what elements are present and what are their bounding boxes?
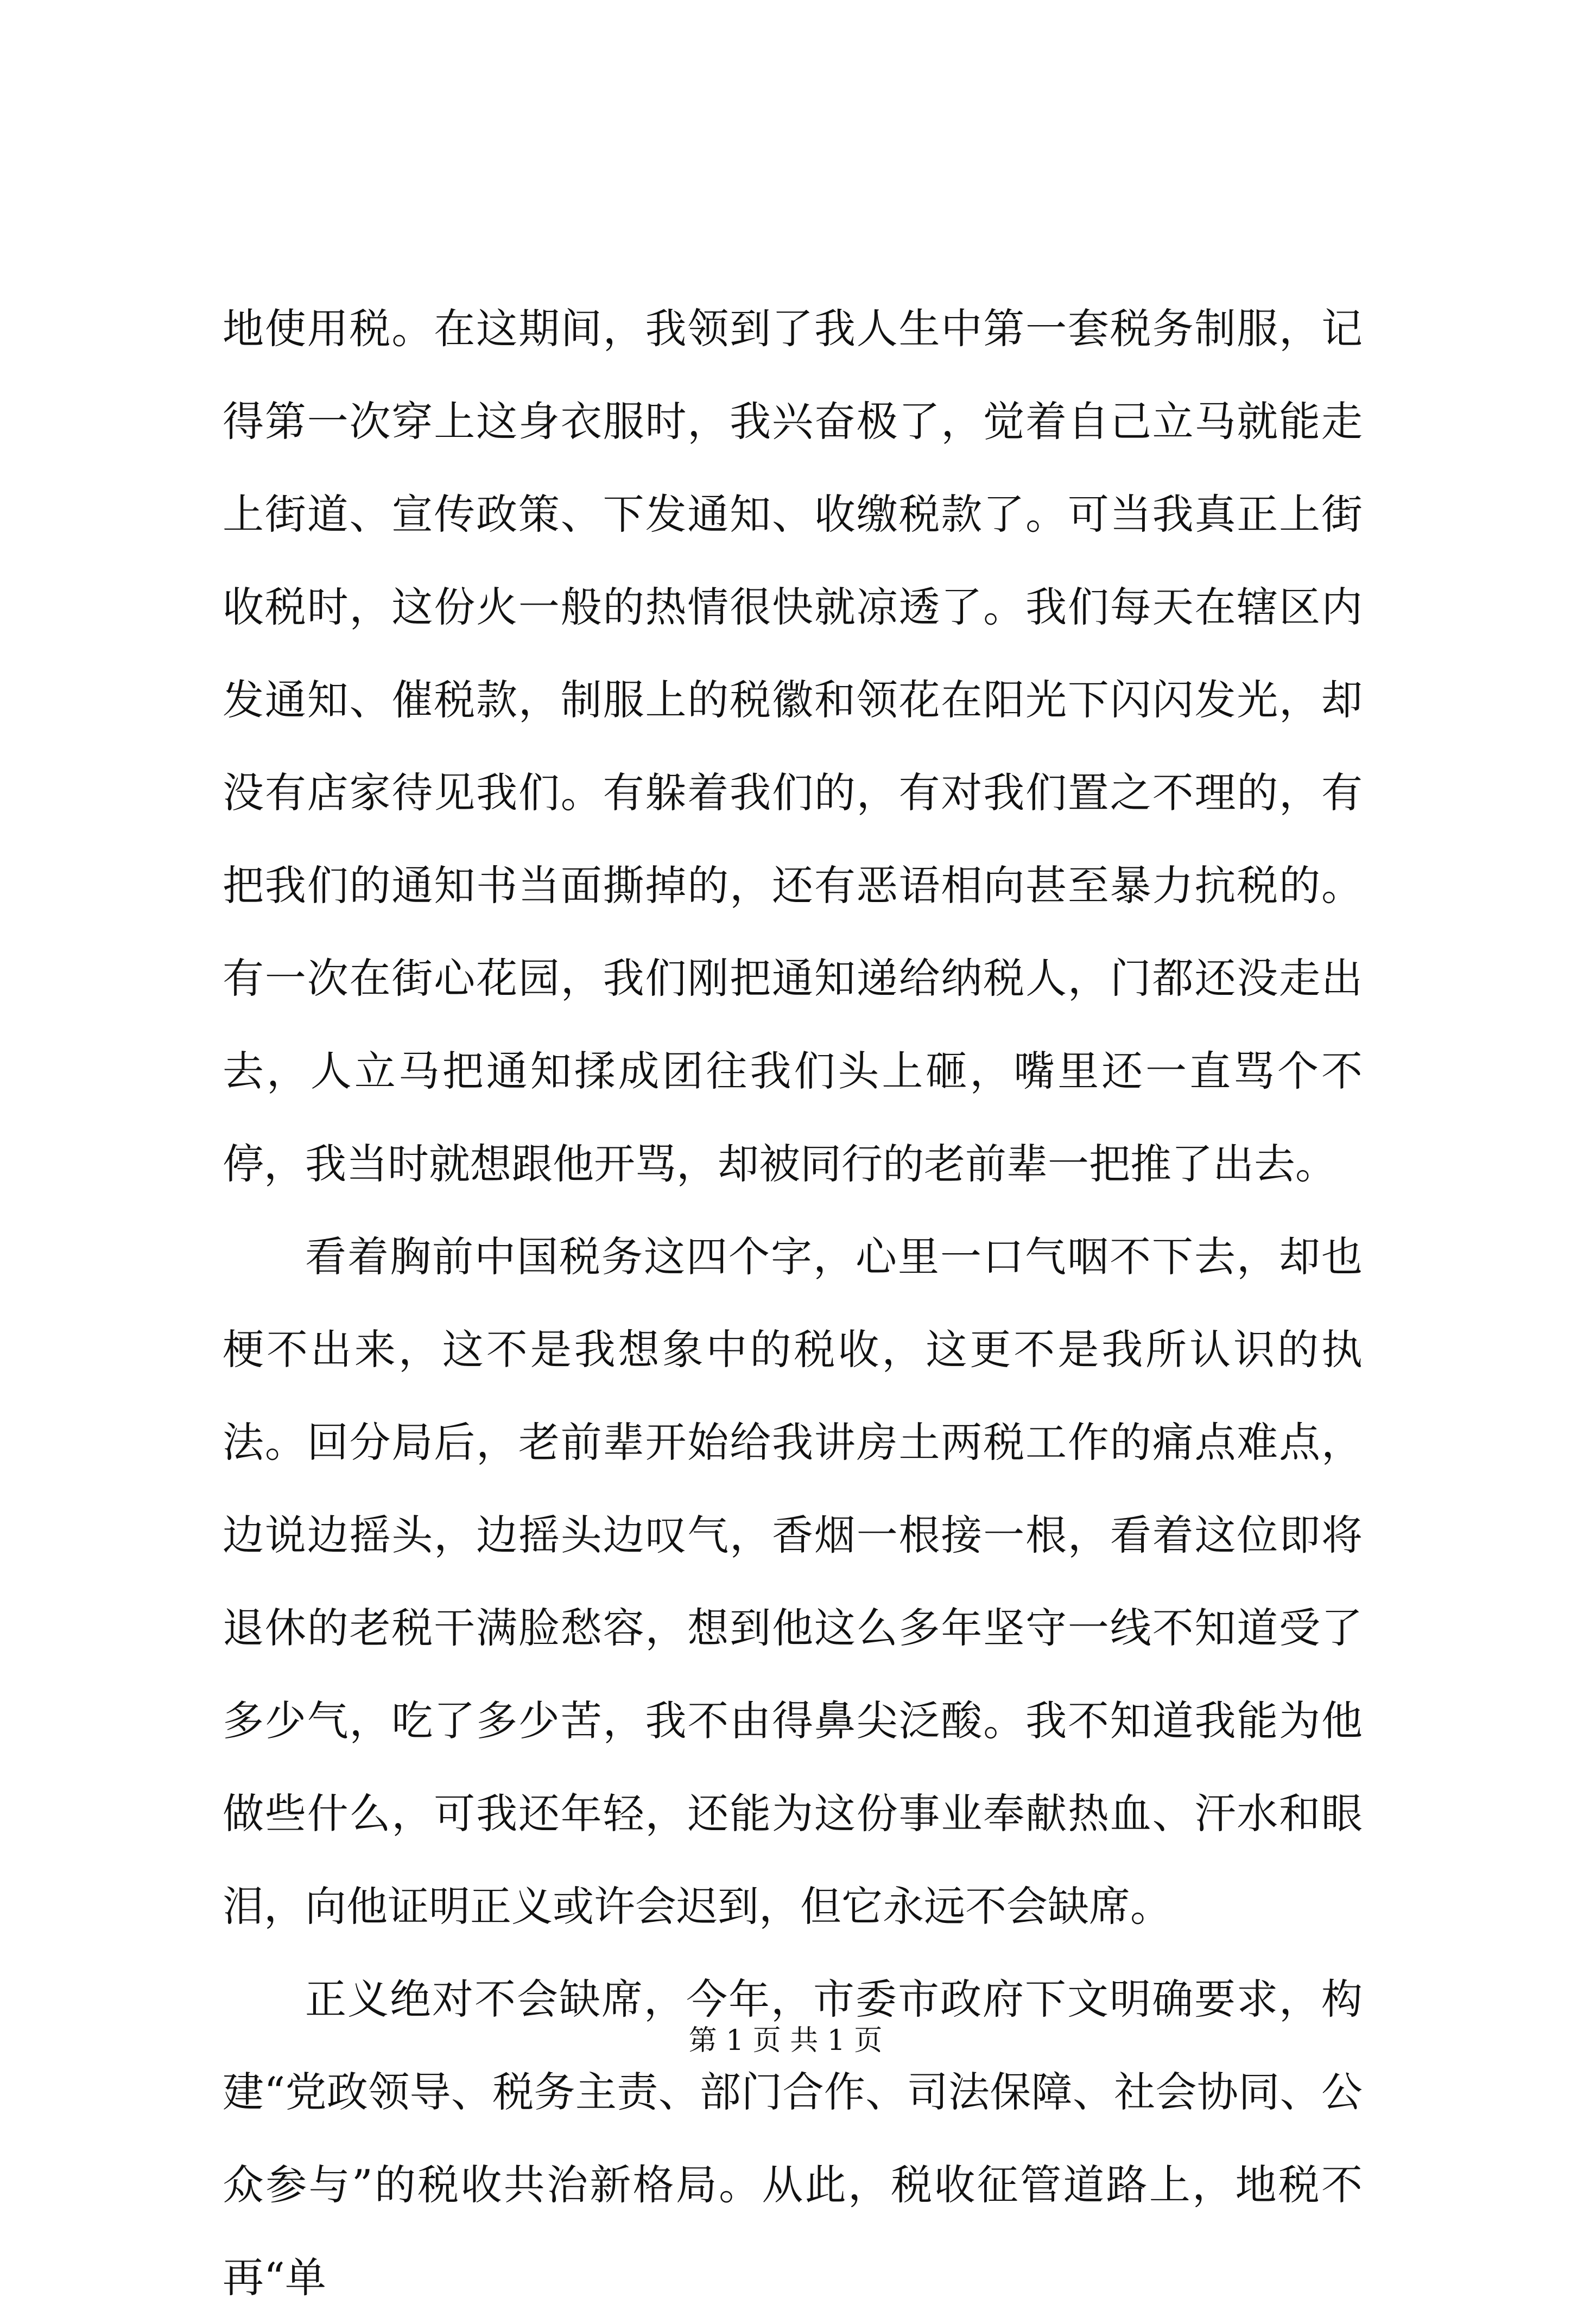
page-footer: 第 1 页 共 1 页 xyxy=(688,2024,883,2057)
paragraph: 看着胸前中国税务这四个字，心里一口气咽不下去，却也梗不出来，这不是我想象中的税收，这更不是我所认识的执法。回分局后，老前辈开始给我讲房土两税工作的痛点难点，边说边摇头，边摇头边叹气，香烟一根接一根，看着这位即将退休的老税干满脸愁容，想到他这么多年坚守一线不知道受了多少气，吃了多少苦，我不由得鼻尖泛酸。我不知道我能为他做些什么，可我还年轻，还能为这份事业奉献热血、汗水和眼泪，向他证明正义或许会迟到，但它永远不会缺席。 xyxy=(223,1233,1363,1931)
paragraph: 正义绝对不会缺席，今年，市委市政府下文明确要求，构建“党政领导、税务主责、部门合作、司法保障、社会协同、公众参与”的税收共治新格局。从此，税收征管道路上，地税不再“单 xyxy=(223,1975,1363,2302)
paragraph-continuation: 地使用税。在这期间，我领到了我人生中第一套税务制服，记得第一次穿上这身衣服时，我兴奋极了，觉着自己立马就能走上街道、宣传政策、下发通知、收缴税款了。可当我真正上街收税时，这份火一般的热情很快就凉透了。我们每天在辖区内发通知、催税款，制服上的税徽和领花在阳光下闪闪发光，却没有店家待见我们。有躲着我们的，有对我们置之不理的，有把我们的通知书当面撕掉的，还有恶语相向甚至暴力抗税的。有一次在街心花园，我们刚把通知递给纳税人，门都还没走出去，人立马把通知揉成团往我们头上砸，嘴里还一直骂个不停，我当时就想跟他开骂，却被同行的老前辈一把推了出去。 xyxy=(223,304,1363,1188)
document-body xyxy=(223,282,1363,2324)
